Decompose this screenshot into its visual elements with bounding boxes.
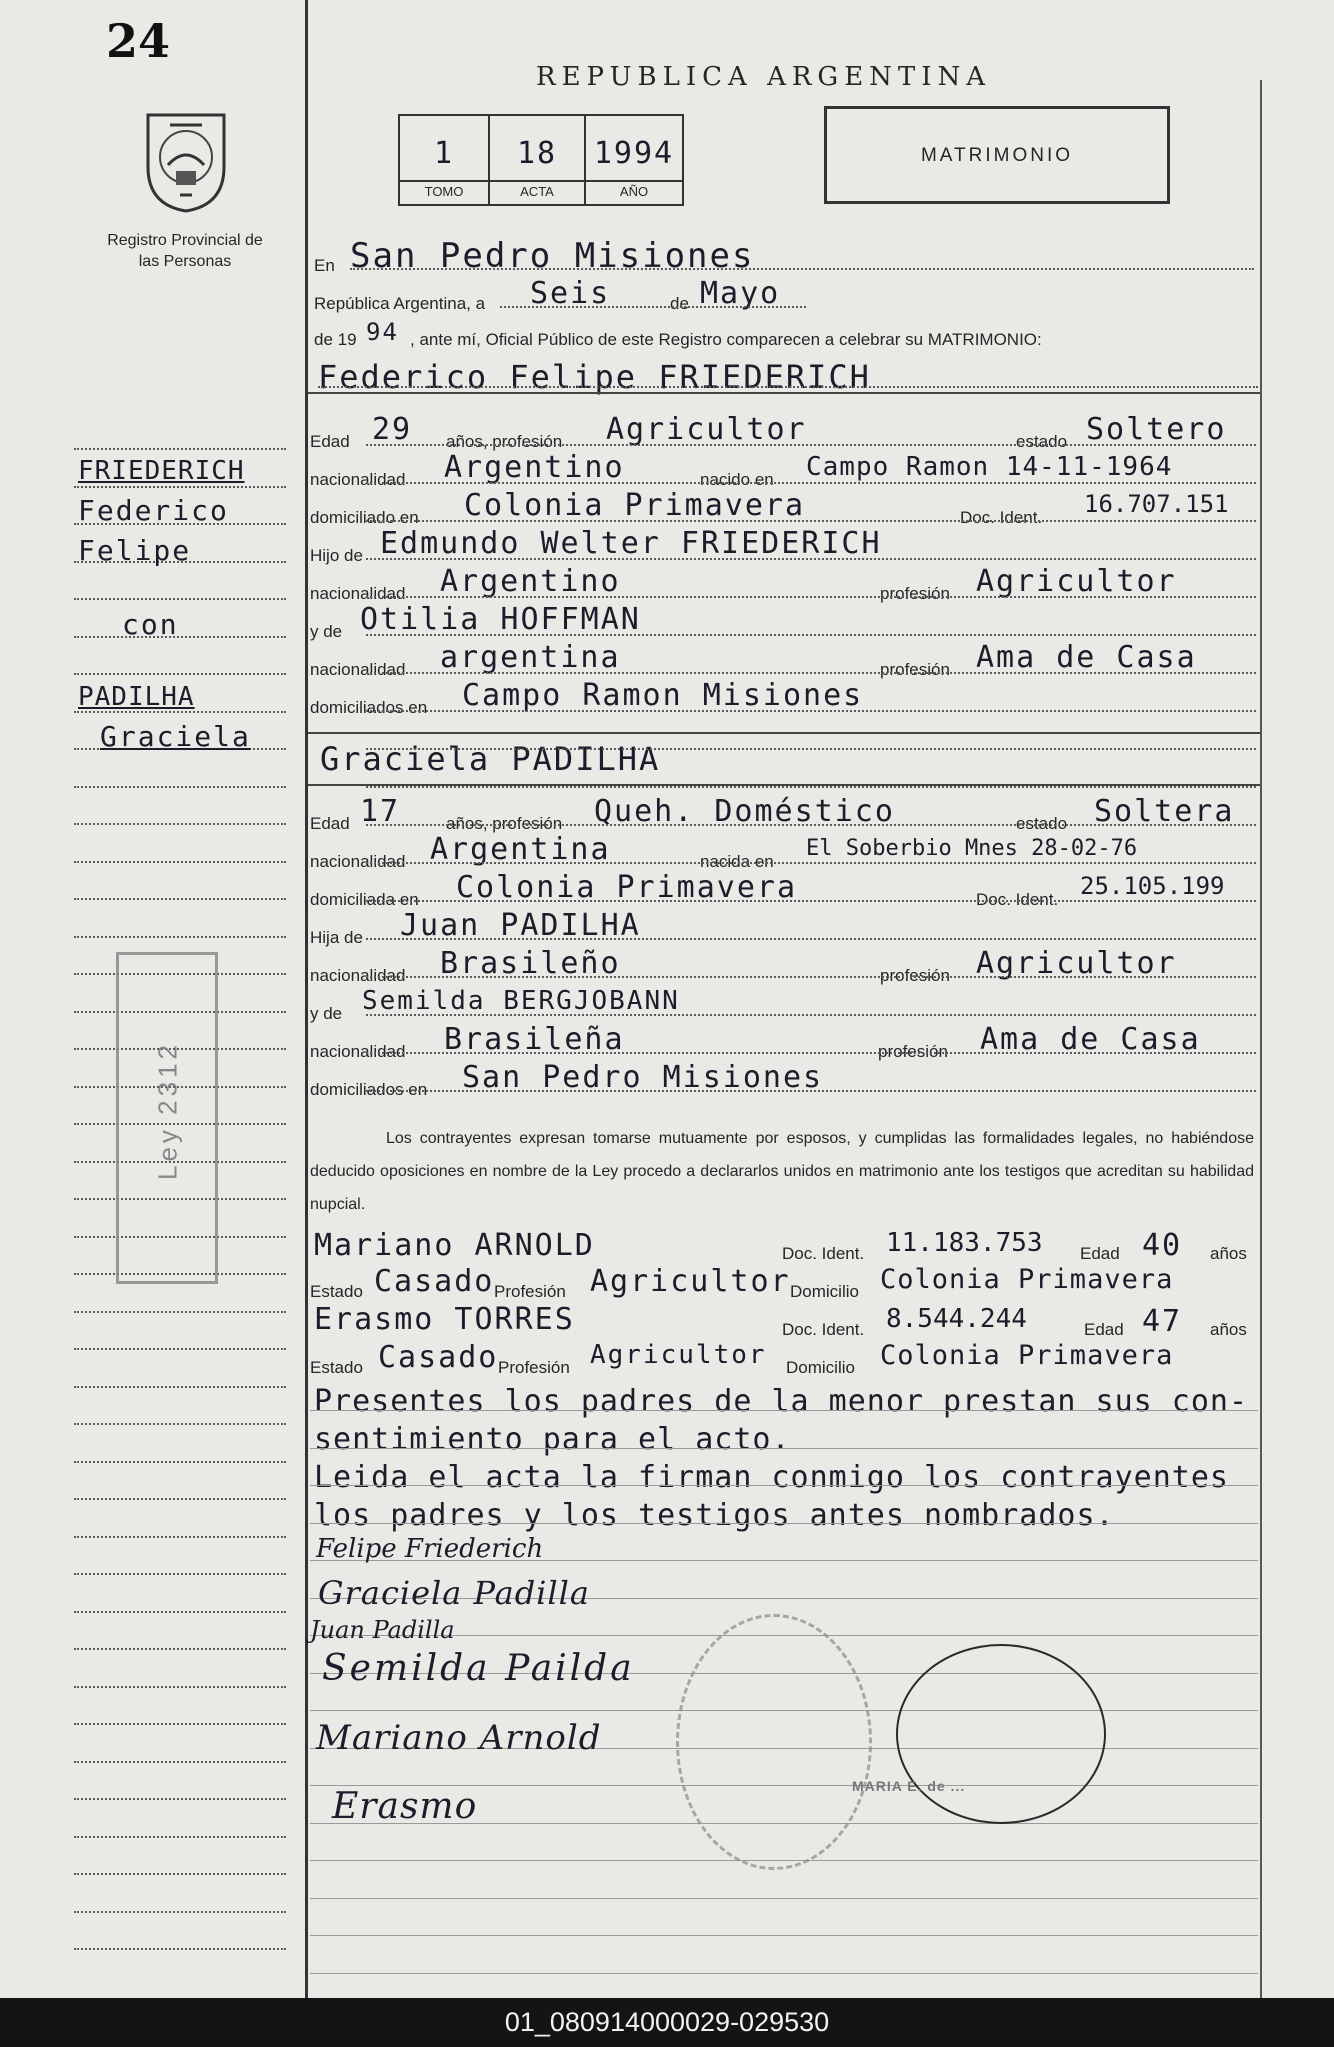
groom-father-prof-label: profesión (880, 584, 950, 603)
signature-witness-1: Mariano Arnold (316, 1718, 602, 1758)
bride-domicilio: Colonia Primavera (456, 870, 798, 905)
ruled-line (74, 1386, 286, 1388)
ruled-line (74, 673, 286, 675)
ruled-line (366, 786, 1256, 788)
note-line-2: sentimiento para el acto. (314, 1422, 791, 1457)
margin-divider (305, 0, 308, 1998)
ruled-line (366, 558, 1256, 560)
groom-estado: Soltero (1086, 412, 1227, 447)
bride-mother-prof-label: profesión (878, 1042, 948, 1061)
ruled-line (74, 1761, 286, 1763)
margin-law-stamp (116, 952, 218, 1284)
groom-parents-dom: Campo Ramon Misiones (462, 678, 864, 713)
groom-mother: Otilia HOFFMAN (360, 602, 641, 637)
witness-domicilio: Colonia Primavera (880, 1264, 1174, 1295)
ruled-line (74, 448, 286, 450)
bride-profesion: Queh. Doméstico (594, 794, 895, 829)
groom-edad: 29 (372, 412, 413, 447)
ruled-line (74, 823, 286, 825)
witness-edad-label: Edad (1084, 1320, 1124, 1339)
ruled-line (74, 1536, 286, 1538)
groom-edad-label: Edad (310, 432, 350, 451)
signature-groom: Felipe Friederich (316, 1534, 544, 1564)
ruled-line (74, 1461, 286, 1463)
witness-estado-label: Estado (310, 1282, 363, 1301)
bride-nacida-label: nacida en (700, 852, 774, 871)
margin-groom-surname: FRIEDERICH (78, 456, 245, 486)
bride-father: Juan PADILHA (400, 908, 641, 943)
ruled-line (366, 596, 1256, 598)
bride-mother-prof: Ama de Casa (980, 1022, 1201, 1057)
groom-doc: 16.707.151 (1084, 490, 1229, 518)
witness-name: Erasmo TORRES (314, 1302, 575, 1337)
ruled-line (366, 634, 1256, 636)
witness-name: Mariano ARNOLD (314, 1228, 595, 1263)
groom-anos-label: años, profesión (446, 432, 563, 451)
margin-bride-surname: PADILHA (78, 682, 195, 712)
ruled-line (74, 1311, 286, 1313)
ruled-line (74, 1723, 286, 1725)
groom-father-label: Hijo de (310, 546, 363, 565)
witness-edad-label: Edad (1080, 1244, 1120, 1263)
ruled-line (310, 1935, 1258, 1936)
groom-nacido-label: nacido en (700, 470, 774, 489)
ruled-line (74, 1348, 286, 1350)
ruled-line (74, 1798, 286, 1800)
groom-father-nac-label: nacionalidad (310, 584, 406, 603)
witness-estado: Casado (378, 1340, 499, 1375)
groom-estado-label: estado (1016, 432, 1068, 451)
act-type: MATRIMONIO (920, 145, 1074, 166)
republic-label: República Argentina, a (314, 294, 486, 313)
ruled-line (310, 1410, 1258, 1411)
groom-father: Edmundo Welter FRIEDERICH (380, 526, 882, 561)
ruled-line (74, 786, 286, 788)
ruled-line (74, 1873, 286, 1875)
misiones-emblem-icon (140, 105, 232, 213)
ruled-line (366, 900, 1256, 902)
groom-mother-prof-label: profesión (880, 660, 950, 679)
ruled-line (310, 1973, 1258, 1974)
ruled-line (366, 938, 1256, 940)
date-line (500, 306, 806, 308)
right-border (1260, 80, 1262, 1998)
ruled-line (74, 861, 286, 863)
acta-value: 18 (516, 136, 558, 171)
bride-parents-dom-label: domiciliados en (310, 1080, 428, 1099)
groom-separator (308, 392, 1260, 394)
bride-estado: Soltera (1094, 794, 1235, 829)
day-value: Seis (530, 276, 611, 311)
groom-domicilio: Colonia Primavera (464, 488, 806, 523)
bride-estado-label: estado (1016, 814, 1068, 833)
tomo-label: TOMO (424, 184, 464, 199)
signature-bride: Graciela Padilla (318, 1574, 590, 1612)
groom-nac-label: nacionalidad (310, 470, 406, 489)
bride-doc: 25.105.199 (1080, 872, 1225, 900)
groom-parents-dom-label: domiciliados en (310, 698, 428, 717)
ruled-line (366, 520, 1256, 522)
de-label: de (670, 294, 689, 313)
signature-bride-mother: Semilda Pailda (322, 1648, 635, 1689)
bride-mother-nac: Brasileña (444, 1022, 625, 1057)
bride-father-nac: Brasileño (440, 946, 621, 981)
groom-mother-label: y de (310, 622, 343, 641)
ruled-line (366, 748, 1256, 750)
act-type-box (824, 106, 1170, 204)
ruled-line (74, 1948, 286, 1950)
witness-estado-label: Estado (310, 1358, 363, 1377)
year-suffix: 94 (366, 318, 399, 346)
acta-label: ACTA (520, 184, 554, 199)
bride-nacionalidad: Argentina (430, 832, 611, 867)
ruled-line (74, 936, 286, 938)
officer-stamp: MARIA E. de ... (852, 1778, 966, 1794)
bride-father-prof-label: profesión (880, 966, 950, 985)
ruled-line (310, 1898, 1258, 1899)
ruled-line (74, 1573, 286, 1575)
page-number: 24 (106, 14, 171, 68)
groom-father-prof: Agricultor (976, 564, 1177, 599)
year-label: AÑO (619, 184, 649, 199)
witness-dom-label: Domicilio (786, 1358, 855, 1377)
ruled-line (74, 598, 286, 600)
groom-profesion: Agricultor (606, 412, 807, 447)
groom-mother-nac-label: nacionalidad (310, 660, 406, 679)
intro-text: , ante mí, Oficial Público de este Registro comparecen a celebrar su MATRIMONIO: (410, 330, 1042, 349)
ruled-line (74, 1498, 286, 1500)
bride-edad-label: Edad (310, 814, 350, 833)
ruled-line (310, 1523, 1258, 1524)
place-line (350, 268, 1254, 270)
registry-label: Registro Provincial de las Personas (107, 232, 263, 270)
bride-mother-nac-label: nacionalidad (310, 1042, 406, 1061)
ruled-line (366, 862, 1256, 864)
groom-father-nac: Argentino (440, 564, 621, 599)
groom-nacionalidad: Argentino (444, 450, 625, 485)
margin-groom-name2: Felipe (78, 534, 192, 567)
bride-dom-label: domiciliada en (310, 890, 419, 909)
country-title: REPUBLICA ARGENTINA (536, 62, 992, 92)
bride-father-nac-label: nacionalidad (310, 966, 406, 985)
witness-anos-label: años (1210, 1244, 1247, 1263)
bride-nac-label: nacionalidad (310, 852, 406, 871)
ruled-line (366, 824, 1256, 826)
groom-name-line (318, 386, 1258, 388)
witness-domicilio: Colonia Primavera (880, 1340, 1174, 1371)
witness-doc: 8.544.244 (886, 1304, 1027, 1334)
bride-parents-dom: San Pedro Misiones (462, 1060, 824, 1095)
margin-con: con (122, 608, 179, 641)
year-prefix: de 19 (314, 330, 357, 349)
bride-doc-label: Doc. Ident. (976, 890, 1059, 909)
note-line-1: Presentes los padres de la menor prestan sus con- (314, 1384, 1249, 1419)
ruled-line (74, 1686, 286, 1688)
bride-father-label: Hija de (310, 928, 363, 947)
bride-father-prof: Agricultor (976, 946, 1177, 981)
witness-prof-label: Profesión (494, 1282, 566, 1301)
bride-name: Graciela PADILHA (320, 740, 661, 778)
bride-nacida: El Soberbio Mnes 28-02-76 (806, 836, 1138, 861)
witness-anos-label: años (1210, 1320, 1247, 1339)
groom-mother-nac: argentina (440, 640, 621, 675)
witness-edad: 40 (1142, 1228, 1183, 1263)
year-value: 1994 (593, 136, 675, 171)
ruled-line (310, 1485, 1258, 1486)
bride-mother-label: y de (310, 1004, 343, 1023)
ruled-line (74, 1911, 286, 1913)
witness-doc-label: Doc. Ident. (782, 1320, 865, 1339)
signature-witness-2: Erasmo (332, 1786, 478, 1827)
groom-dom-label: domiciliado en (310, 508, 419, 527)
witness-dom-label: Domicilio (790, 1282, 859, 1301)
declaration-text: Los contrayentes expresan tomarse mutuamente por esposos, y cumplidas las formalidades legales, no habiéndose deducido oposiciones en nombre de la Ley procedo a declararlos unidos en matrimonio ante los testigos que acreditan su habilidad nupcial. (310, 1130, 1254, 1213)
ruled-line (366, 482, 1256, 484)
officer-signature-circle-icon (896, 1644, 1106, 1824)
witness-doc-label: Doc. Ident. (782, 1244, 865, 1263)
ruled-line (74, 1836, 286, 1838)
ruled-line (74, 1648, 286, 1650)
ruled-line (74, 636, 286, 638)
witness-prof-label: Profesión (498, 1358, 570, 1377)
signature-bride-father: Juan Padilla (310, 1616, 455, 1644)
place-value: San Pedro Misiones (350, 236, 755, 276)
groom-mother-prof: Ama de Casa (976, 640, 1197, 675)
scan-id-footer: 01_080914000029-029530 (0, 1998, 1334, 2047)
margin-stamp-text: Ley 2312 (152, 1041, 183, 1180)
ruled-line (366, 1052, 1256, 1054)
groom-doc-label: Doc. Ident. (960, 508, 1043, 527)
acta-box (398, 114, 684, 206)
witness-edad: 47 (1142, 1304, 1183, 1339)
groom-nacido: Campo Ramon 14-11-1964 (806, 452, 1173, 482)
ruled-line (366, 1090, 1256, 1092)
bride-separator-top (308, 732, 1260, 734)
month-value: Mayo (700, 276, 781, 311)
witness-profesion: Agricultor (590, 1264, 791, 1299)
ruled-line (74, 1611, 286, 1613)
witness-doc: 11.183.753 (886, 1228, 1043, 1258)
en-label: En (314, 256, 335, 275)
margin-groom-name1: Federico (78, 494, 229, 527)
official-seal-icon (676, 1614, 872, 1870)
ruled-line (74, 486, 286, 488)
ruled-line (74, 898, 286, 900)
bride-anos-label: años, profesión (446, 814, 563, 833)
groom-name: Federico Felipe FRIEDERICH (318, 358, 871, 396)
ruled-line (366, 444, 1256, 446)
ruled-line (366, 1014, 1256, 1016)
ruled-line (74, 1423, 286, 1425)
ruled-line (366, 976, 1256, 978)
note-line-3: Leida el acta la firman conmigo los contrayentes (314, 1460, 1229, 1495)
witness-estado: Casado (374, 1264, 495, 1299)
witness-profesion: Agricultor (590, 1340, 767, 1370)
tomo-value: 1 (433, 136, 455, 171)
margin-bride-name: Graciela (100, 720, 251, 753)
ruled-line (310, 1448, 1258, 1449)
bride-edad: 17 (360, 794, 401, 829)
ruled-line (366, 710, 1256, 712)
bride-mother: Semilda BERGJOBANN (362, 986, 680, 1016)
note-line-4: los padres y los testigos antes nombrados. (314, 1498, 1115, 1533)
ruled-line (366, 672, 1256, 674)
